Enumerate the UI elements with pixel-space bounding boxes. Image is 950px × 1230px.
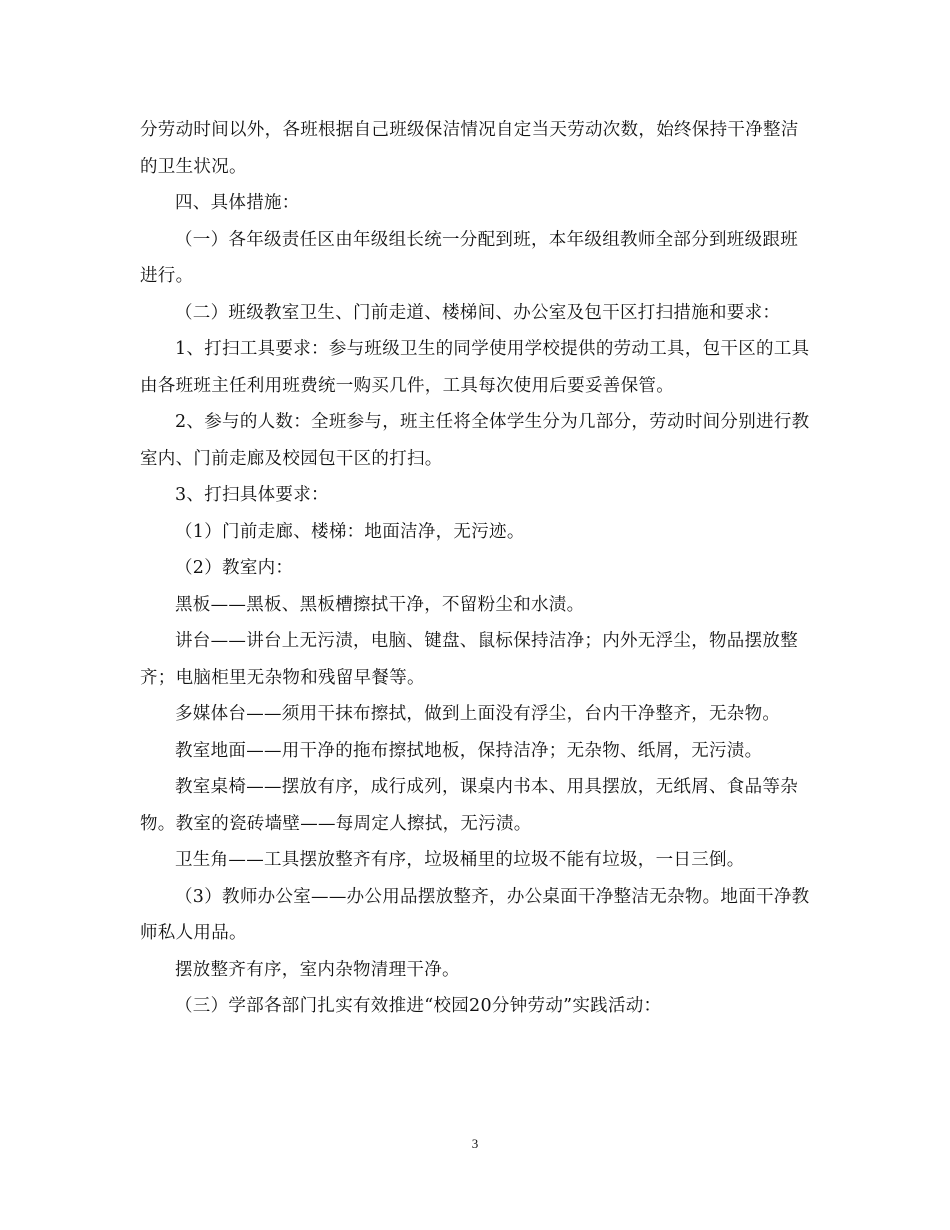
paragraph-9: （2）教室内： [175, 558, 294, 578]
page-number: 3 [471, 1136, 479, 1151]
paragraph-15: 卫生角——工具摆放整齐有序，垃圾桶里的垃圾不能有垃圾，一日三倒。 [175, 850, 745, 870]
paragraph-2: 四、具体措施： [175, 193, 300, 213]
paragraph-1: 分劳动时间以外，各班根据自己班级保洁情况自定当天劳动次数，始终保持干净整洁的卫生状况。 [140, 120, 799, 177]
paragraph-6: 2、参与的人数：全班参与，班主任将全体学生分为几部分，劳动时间分别进行教室内、门前走廊及校园包干区的打扫。 [140, 412, 810, 469]
paragraph-18: （三）学部各部门扎实有效推进“校园20分钟劳动”实践活动： [175, 996, 662, 1016]
paragraph-17: 摆放整齐有序，室内杂物清理干净。 [175, 959, 460, 980]
paragraph-5: 1、打扫工具要求：参与班级卫生的同学使用学校提供的劳动工具，包干区的工具由各班班主任利用班费统一购买几件，工具每次使用后要妥善保管。 [140, 339, 810, 396]
paragraph-13: 教室地面——用干净的拖布擦拭地板，保持洁净；无杂物、纸屑，无污渍。 [175, 740, 763, 761]
paragraph-12: 多媒体台——须用干抹布擦拭，做到上面没有浮尘，台内干净整齐，无杂物。 [175, 704, 781, 724]
paragraph-14: 教室桌椅——摆放有序，成行成列，课桌内书本、用具摆放，无纸屑、食品等杂物。教室的瓷砖墙壁——每周定人擦拭，无污渍。 [140, 777, 798, 834]
paragraph-11: 讲台——讲台上无污渍，电脑、键盘、鼠标保持洁净；内外无浮尘，物品摆放整齐；电脑柜里无杂物和残留早餐等。 [140, 631, 798, 688]
paragraph-16: （3）教师办公室——办公用品摆放整齐，办公桌面干净整洁无杂物。地面干净教师私人用品。 [140, 886, 810, 943]
paragraph-8: （1）门前走廊、楼梯：地面洁净，无污迹。 [175, 521, 525, 542]
paragraph-3: （一）各年级责任区由年级组长统一分配到班，本年级组教师全部分到班级跟班进行。 [140, 229, 798, 286]
paragraph-4: （二）班级教室卫生、门前走道、楼梯间、办公室及包干区打扫措施和要求： [175, 302, 781, 323]
document-body [140, 112, 810, 1025]
paragraph-10: 黑板——黑板、黑板槽擦拭干净，不留粉尘和水渍。 [175, 594, 585, 615]
paragraph-7: 3、打扫具体要求： [175, 485, 329, 505]
